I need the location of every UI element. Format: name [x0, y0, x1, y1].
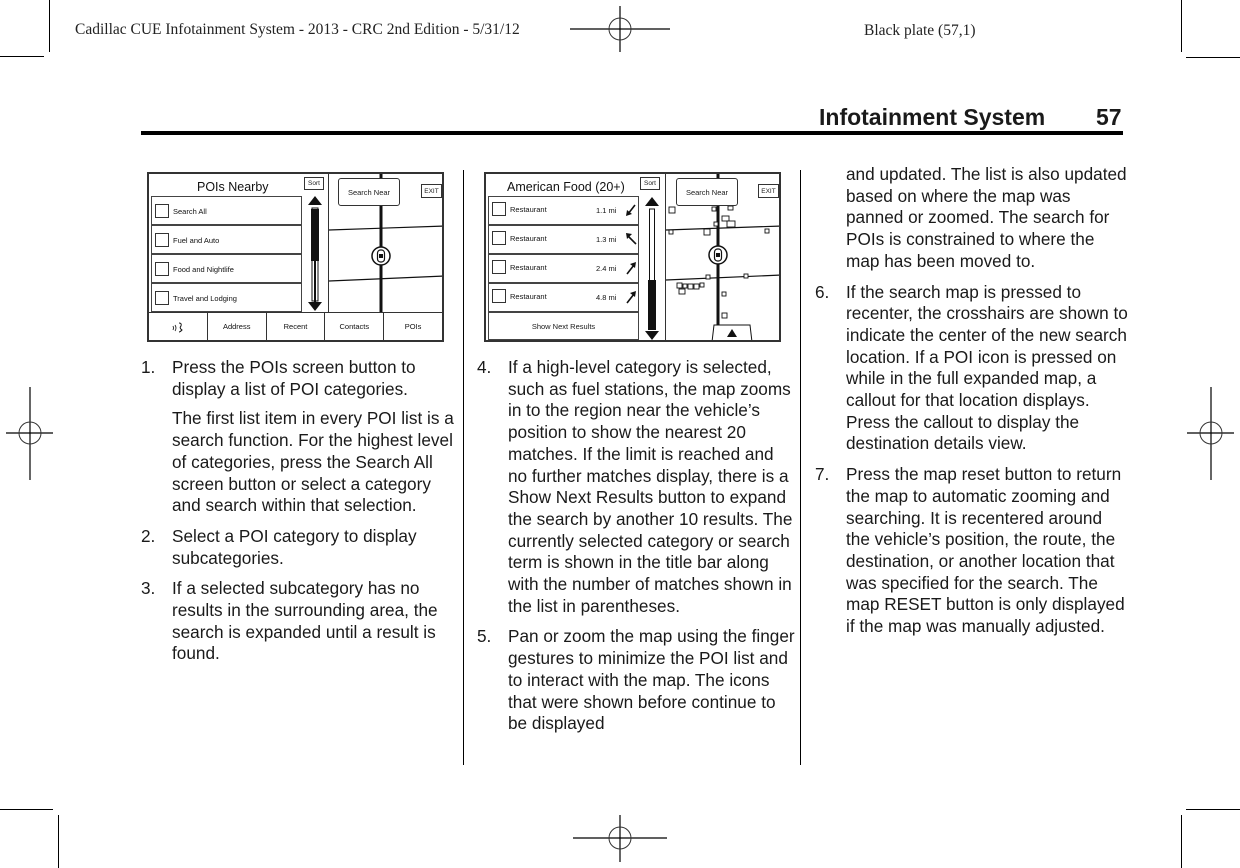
step-2 — [141, 526, 459, 569]
scrollbar[interactable] — [303, 194, 327, 314]
step-text: Select a POI category to display subcategories. — [172, 525, 417, 568]
map-expand-button[interactable] — [710, 324, 754, 342]
page-number: 57 — [1096, 104, 1122, 130]
step-3 — [141, 578, 459, 665]
step-text: Press the map reset button to return the map to automatic zooming and searching. It is recentered around the vehicle’s position, the route, the destination, or another location that was specified for the search. The map RESET button is only displayed if the map was manually adjusted. — [846, 464, 1125, 637]
checkbox-icon — [492, 231, 506, 245]
exit-button[interactable]: EXIT — [758, 184, 779, 198]
show-next-results-button[interactable] — [488, 312, 639, 340]
list-item-search-all[interactable] — [151, 196, 302, 225]
crop-mark — [0, 809, 53, 810]
search-near-button[interactable]: Search Near — [676, 178, 738, 206]
checkbox-icon — [492, 202, 506, 216]
scrollbar[interactable] — [640, 194, 664, 342]
print-slug-left: Cadillac CUE Infotainment System - 2013 - CRC 2nd Edition - 5/31/12 — [75, 21, 520, 38]
list-item-restaurant[interactable] — [488, 254, 639, 283]
distance-label: 1.1 mi — [596, 206, 617, 215]
step-text: If a selected subcategory has no results in the surrounding area, the search is expanded until a result is found. — [172, 578, 438, 664]
crop-mark — [0, 56, 44, 57]
registration-mark-right — [1180, 385, 1240, 480]
step-text: If the search map is pressed to recenter, the crosshairs are shown to indicate the center of the new search location. If a POI icon is pressed on while in the full expanded map, a callout for that location displays. Press the callout to display the destination details view. — [846, 281, 1128, 454]
contacts-button[interactable]: Contacts — [324, 313, 383, 340]
sort-button[interactable]: Sort — [304, 177, 324, 190]
text-column-2 — [477, 357, 795, 744]
crop-mark — [1186, 809, 1240, 810]
direction-arrow-northwest-icon — [625, 232, 637, 246]
list-item-travel-and-lodging[interactable] — [151, 283, 302, 312]
registration-mark-top — [570, 0, 670, 52]
list-item-label: Restaurant — [510, 292, 547, 301]
scroll-down-icon — [645, 331, 659, 340]
step-text: and updated. The list is also updated based on where the map was panned or zoomed. The search for POIs is constrained to where the map has been moved to. — [846, 164, 1127, 271]
step-6 — [815, 282, 1130, 456]
step-5-continued — [815, 164, 1130, 273]
print-slug-right: Black plate (57,1) — [864, 22, 976, 39]
distance-label: 2.4 mi — [596, 264, 617, 273]
search-near-button[interactable]: Search Near — [338, 178, 400, 206]
step-1 — [141, 357, 459, 400]
list-item-label: Restaurant — [510, 205, 547, 214]
crop-mark — [1181, 815, 1182, 868]
step-number: 1. — [141, 357, 156, 377]
direction-arrow-northeast-icon — [625, 290, 637, 304]
checkbox-icon — [155, 262, 169, 276]
list-item-restaurant[interactable] — [488, 225, 639, 254]
step-number: 4. — [477, 357, 492, 377]
text-column-1 — [141, 357, 459, 674]
sort-button[interactable]: Sort — [640, 177, 660, 190]
list-item-fuel-and-auto[interactable] — [151, 225, 302, 254]
list-item-food-and-nightlife[interactable] — [151, 254, 302, 283]
list-item-label: Restaurant — [510, 263, 547, 272]
list-item-label: Search All — [173, 207, 207, 216]
crop-mark — [58, 815, 59, 868]
step-7 — [815, 464, 1130, 638]
list-item-label: Food and Nightlife — [173, 265, 234, 274]
list-item-label: Restaurant — [510, 234, 547, 243]
figure-pois-nearby-screen — [147, 172, 444, 342]
column-divider — [800, 170, 801, 765]
section-title: Infotainment System — [819, 104, 1046, 130]
step-5 — [477, 626, 795, 735]
map-area[interactable] — [328, 174, 444, 312]
screen-title: POIs Nearby — [197, 180, 269, 194]
bottom-nav-bar — [149, 312, 442, 340]
step-number: 7. — [815, 464, 830, 485]
vehicle-position-icon — [709, 246, 727, 264]
step-text: Pan or zoom the map using the finger gestures to minimize the POI list and to interact with the map. The icons that were shown before continue to be displayed — [508, 626, 795, 734]
distance-label: 1.3 mi — [596, 235, 617, 244]
show-next-results-label: Show Next Results — [531, 321, 596, 331]
scroll-up-icon — [308, 196, 322, 205]
step-4 — [477, 357, 795, 617]
crop-mark — [1181, 0, 1182, 52]
step-text: If a high-level category is selected, such as fuel stations, the map zooms in to the region near the vehicle’s position to show the nearest 20 matches. If the limit is reached and no further matches display, there is a Show Next Results button to expand the search by another 10 results. The currently selected category or search term is shown in the title bar along with the number of matches shown in the list in parentheses. — [508, 357, 793, 616]
column-divider — [463, 170, 464, 765]
checkbox-icon — [492, 289, 506, 303]
address-button[interactable]: Address — [207, 313, 266, 340]
text-column-3 — [815, 164, 1130, 647]
vehicle-position-icon — [372, 247, 390, 265]
list-item-restaurant[interactable] — [488, 283, 639, 312]
registration-mark-left — [0, 385, 60, 480]
voice-button[interactable] — [149, 313, 207, 340]
checkbox-icon — [155, 204, 169, 218]
checkbox-icon — [155, 291, 169, 305]
step-number: 3. — [141, 578, 156, 599]
crop-mark — [49, 0, 50, 52]
map-area[interactable] — [665, 174, 781, 340]
step-number: 6. — [815, 281, 830, 302]
scroll-up-icon — [645, 197, 659, 206]
list-item-label: Fuel and Auto — [173, 236, 220, 245]
step-1-note: The first list item in every POI list is a search function. For the highest level of categories, press the Search All screen button or select a category and search within that selection. — [172, 408, 454, 516]
step-text: Press the POIs screen button to display a list of POI categories. — [172, 357, 416, 399]
figure-american-food-screen — [484, 172, 781, 342]
screen-title: American Food (20+) — [507, 180, 625, 194]
distance-label: 4.8 mi — [596, 293, 617, 302]
voice-icon — [171, 321, 185, 333]
crop-mark — [1186, 57, 1240, 58]
list-item-restaurant[interactable] — [488, 196, 639, 225]
direction-arrow-northeast-icon — [625, 261, 637, 275]
checkbox-icon — [492, 260, 506, 274]
registration-mark-bottom — [570, 810, 670, 868]
checkbox-icon — [155, 233, 169, 247]
step-number: 2. — [141, 525, 156, 546]
exit-button[interactable]: EXIT — [421, 184, 442, 198]
step-number: 5. — [477, 626, 492, 647]
direction-arrow-southwest-icon — [625, 203, 637, 217]
pois-button[interactable]: POIs — [383, 313, 442, 340]
recent-button[interactable]: Recent — [266, 313, 325, 340]
scroll-down-icon — [308, 302, 322, 311]
header-rule — [141, 131, 1123, 135]
list-item-label: Travel and Lodging — [173, 294, 237, 303]
